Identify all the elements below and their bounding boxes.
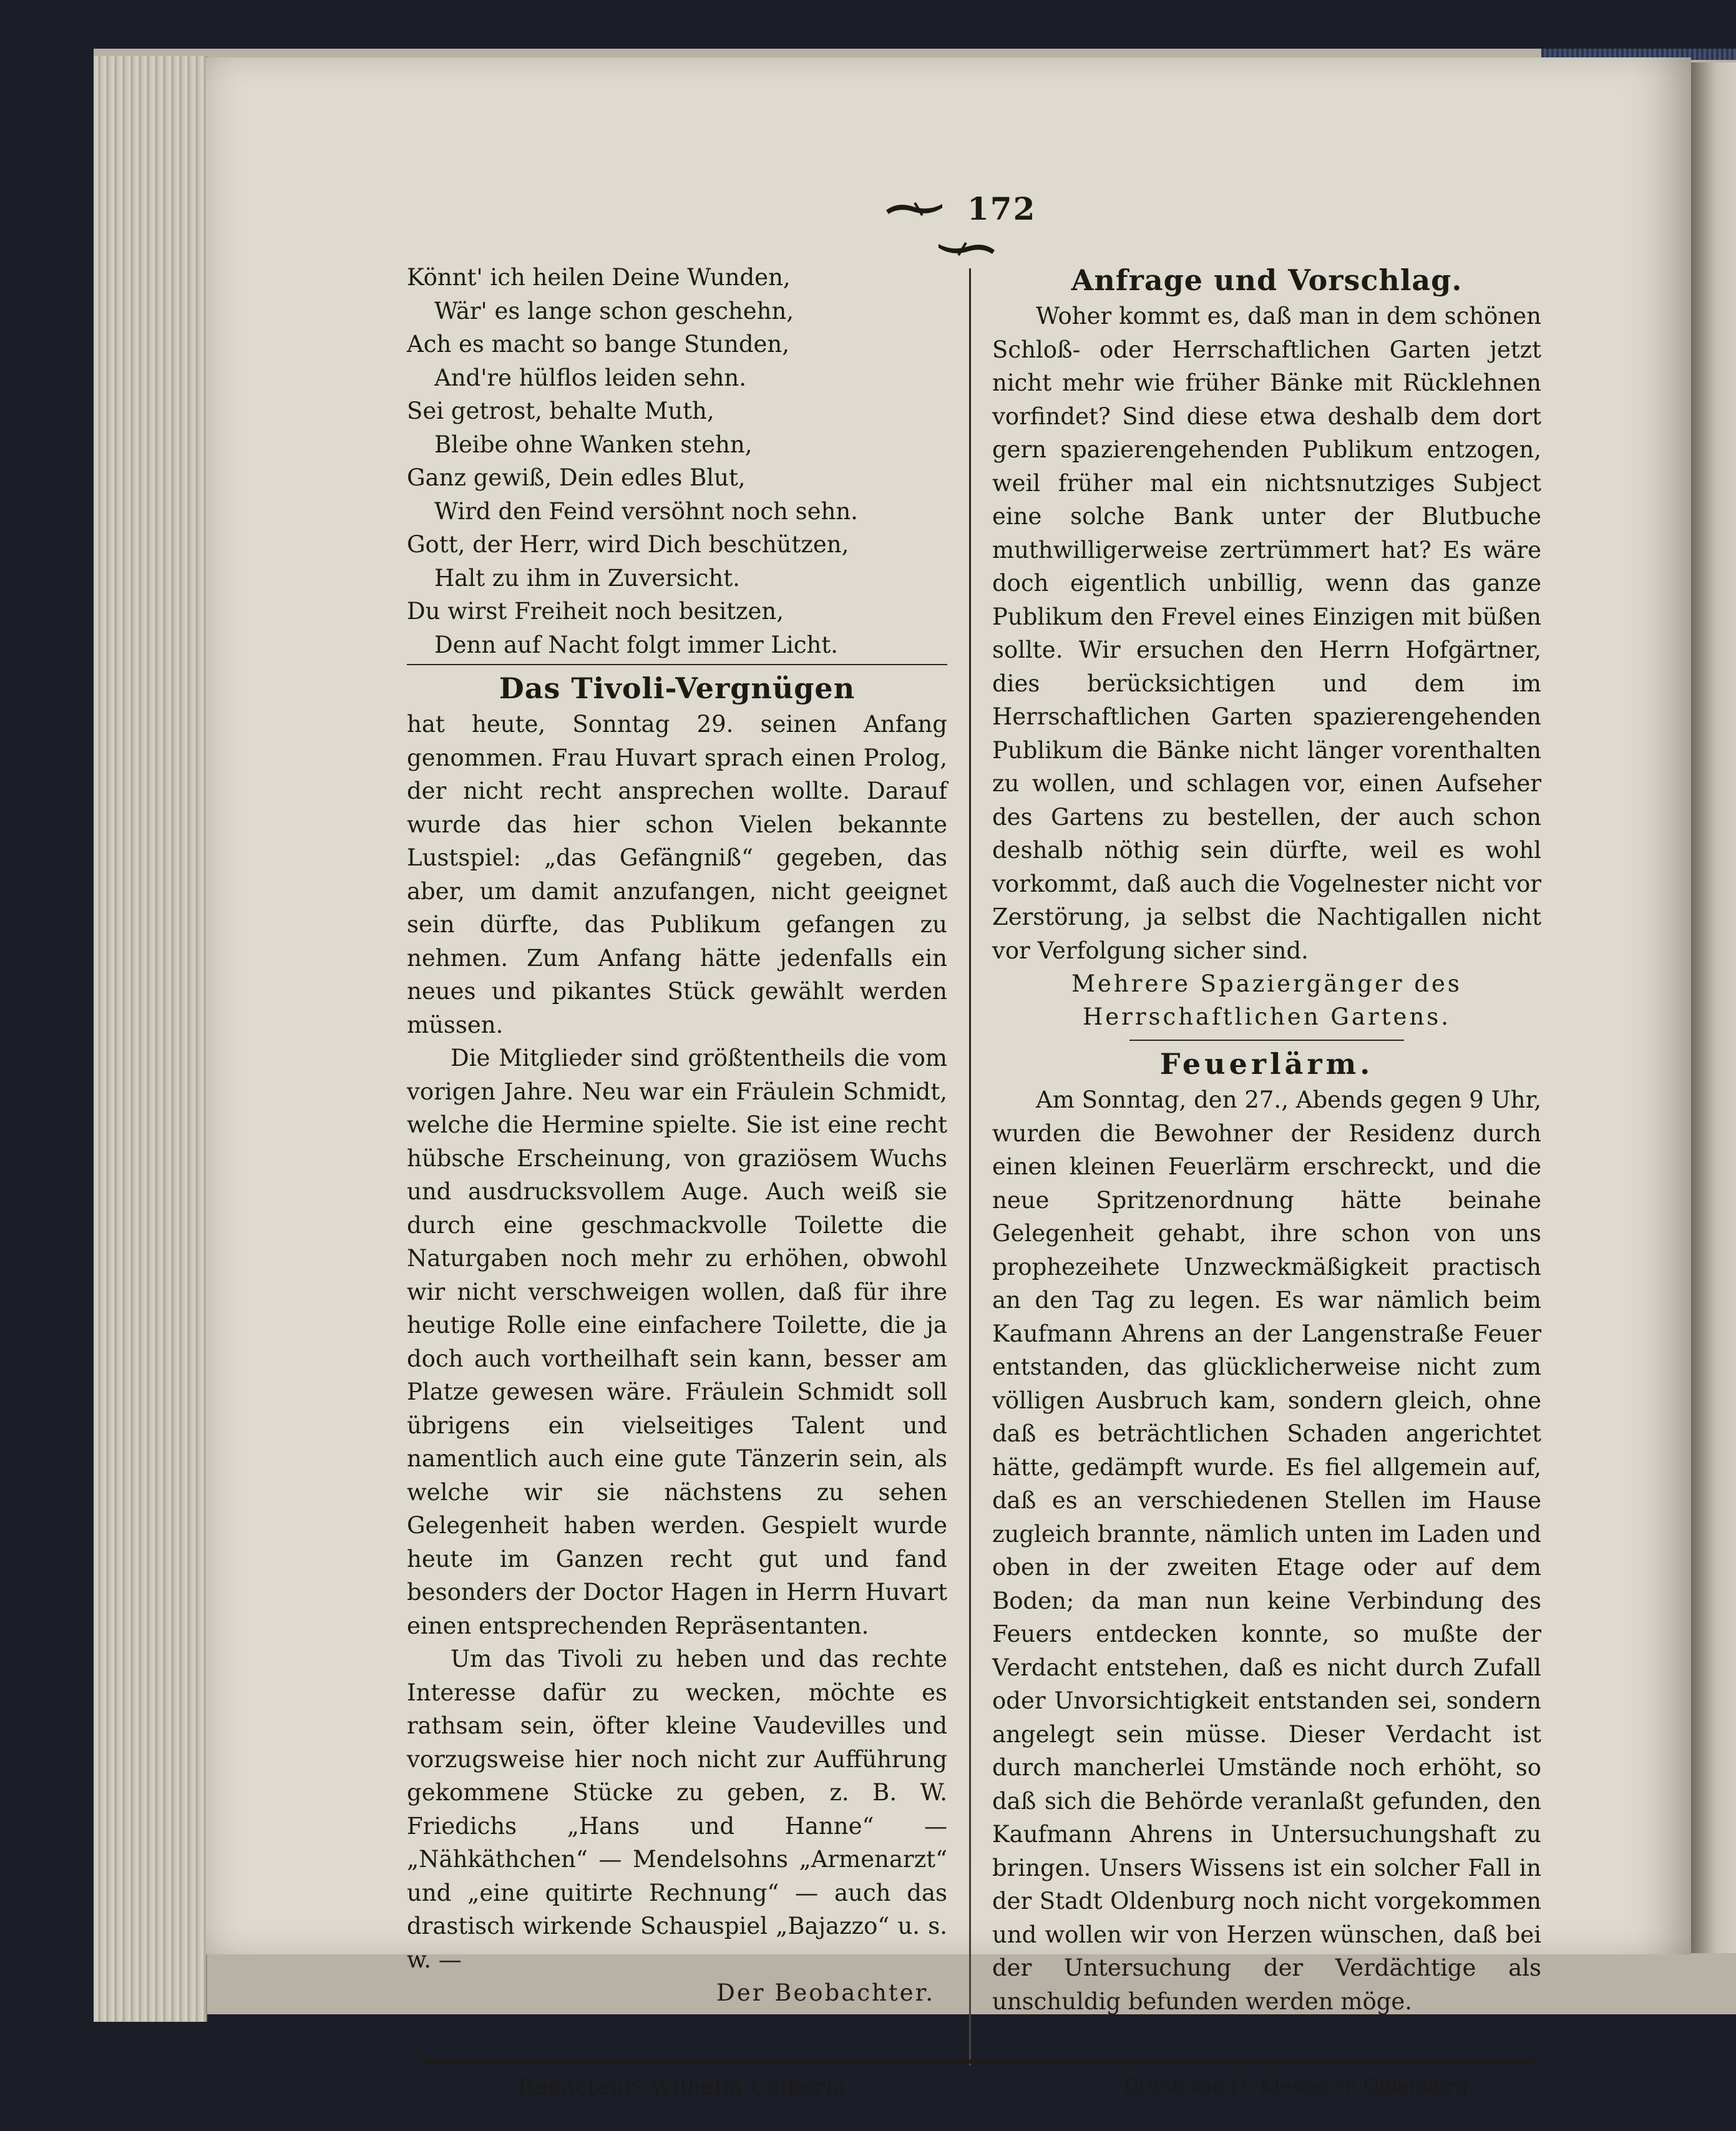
tivoli-paragraph-3: Um das Tivoli zu heben und das rechte Interesse dafür zu wecken, möchte es rathsam sein, öfter kleine Vaudevilles und vorzugsweise hier noch nicht zur Aufführung gekommene Stücke zu geben, z. B. W. Friedichs „Hans und Hanne“ — „Nähkäthchen“ — Mendelsohns „Armenarzt“ und „eine quitirte Rechnung“ — auch das drastisch wirkende Schauspiel „Bajazzo“ u. s. w. —	[407, 1646, 947, 1973]
tivoli-paragraph-1: hat heute, Sonntag 29. seinen Anfang genommen. Frau Huvart sprach einen Prolog, der nicht recht ansprechen wollte. Darauf wurde das hier schon Vielen bekannte Lustspiel: „das Gefängniß“ gegeben, das aber, um damit anzufangen, nicht geeignet sein dürfte, das Publikum gefangen zu nehmen. Zum Anfang hätte jedenfalls ein neues und pikantes Stück gewählt werden müssen.	[407, 711, 947, 1038]
footer-rule	[423, 2059, 1534, 2064]
tivoli-heading: Das Tivoli-Vergnügen	[499, 671, 856, 705]
facing-page-edge	[1691, 62, 1736, 1953]
poem-line: Ganz gewiß, Dein edles Blut,	[407, 464, 746, 491]
column-divider	[969, 268, 971, 2065]
poem-line: Ach es macht so bange Stunden,	[407, 331, 789, 358]
anfrage-signature-line-1: Mehrere Spaziergänger des	[1071, 970, 1462, 997]
page-header	[854, 187, 1078, 237]
section-rule	[407, 664, 947, 665]
anfrage-heading: Anfrage und Vorschlag.	[1071, 263, 1463, 297]
anfrage-signature-line-2: Herrschaftlichen Gartens.	[1082, 1003, 1451, 1030]
poem-stanza	[407, 528, 947, 661]
page-number: 172	[967, 190, 1036, 227]
section-rule	[1129, 1040, 1404, 1041]
feuer-paragraph: Am Sonntag, den 27., Abends gegen 9 Uhr, wurden die Bewohner der Residenz durch einen kleinen Feuerlärm erschreckt, und die neue Spritzenordnung hätte beinahe Gelegenheit gehabt, ihre schon von uns prophezeihete Unzweckmäßigkeit practisch an den Tag zu legen. Es war nämlich beim Kaufmann Ahrens an der Langenstraße Feuer entstanden, das glücklicherweise nicht zum völligen Ausbruch kam, sondern gleich, ohne daß es beträchtlichen Schaden angerichtet hätte, gedämpft wurde. Es fiel allgemein auf, daß es an verschiedenen Stellen im Hause zugleich brannte, nämlich unten im Laden und oben in der zweiten Etage oder auf dem Boden; da man nun keine Verbindung des Feuers entdecken konnte, so mußte der Verdacht entstehen, daß es nicht durch Zufall oder Unvorsichtigkeit entstanden sei, sondern angelegt sein müsse. Dieser Verdacht ist durch mancherlei Umstände noch erhöht, so daß sich die Behörde veranlaßt gefunden, den Kaufmann Ahrens in Untersuchungshaft zu bringen. Unsers Wissens ist ein solcher Fall in der Stadt Oldenburg noch nicht vorgekommen und wollen wir von Herzen wünschen, daß bei der Untersuchung der Verdächtige als unschuldig befunden werden möge.	[992, 1086, 1541, 2015]
ornament-left-icon	[885, 198, 944, 219]
left-column	[407, 261, 947, 2010]
poem-line: Wär' es lange schon geschehn,	[434, 297, 794, 324]
page-edges	[94, 56, 207, 2022]
poem-line: Bleibe ohne Wanken stehn,	[434, 431, 753, 458]
poem-stanza	[407, 261, 947, 394]
right-column	[992, 261, 1541, 2018]
poem-line: Sei getrost, behalte Muth,	[407, 397, 714, 424]
footer-printer: Druck von H. Klesser in Oldenburg.	[1123, 2075, 1475, 2097]
tivoli-signature: Der Beobachter.	[716, 1979, 935, 2006]
footer-editor: Redacteur: Wilhelm Calberla.	[518, 2075, 854, 2100]
poem-line: And're hülflos leiden sehn.	[434, 364, 746, 391]
poem-stanza	[407, 394, 947, 528]
poem-line: Du wirst Freiheit noch besitzen,	[407, 598, 784, 625]
feuer-heading: Feuerlärm.	[1159, 1047, 1374, 1081]
poem-line: Wird den Feind versöhnt noch sehn.	[434, 497, 858, 525]
poem	[407, 261, 947, 661]
poem-line: Könnt' ich heilen Deine Wunden,	[407, 264, 791, 291]
tivoli-paragraph-2: Die Mitglieder sind größtentheils die vom vorigen Jahre. Neu war ein Fräulein Schmidt, welche die Hermine spielte. Sie ist eine recht hübsche Erscheinung, von graziösem Wuchs und ausdrucksvollem Auge. Auch weiß sie durch eine geschmackvolle Toilette die Naturgaben noch mehr zu erhöhen, obwohl wir nicht verschweigen wollen, daß für ihre heutige Rolle eine einfachere Toilette, die ja doch auch vortheilhaft sein kann, besser am Platze gewesen wäre. Fräulein Schmidt soll übrigens ein vielseitiges Talent und namentlich auch eine gute Tänzerin sein, als welche wir sie nächstens zu sehen Gelegenheit haben werden. Gespielt wurde heute im Ganzen recht gut und fand besonders der Doctor Hagen in Herrn Huvart einen entsprechenden Repräsentanten.	[407, 1045, 947, 1639]
poem-line: Gott, der Herr, wird Dich beschützen,	[407, 531, 849, 558]
poem-line: Denn auf Nacht folgt immer Licht.	[434, 631, 838, 658]
poem-line: Halt zu ihm in Zuversicht.	[434, 564, 740, 592]
anfrage-paragraph: Woher kommt es, daß man in dem schönen Schloß- oder Herrschaftlichen Garten jetzt nicht mehr wie früher Bänke mit Rücklehnen vorfindet? Sind diese etwa deshalb dem dort gern spazierengehenden Publikum entzogen, weil früher mal ein nichtsnutziges Subject eine solche Bank unter der Blutbuche muthwilligerweise zertrümmert hat? Es wäre doch eigentlich unbillig, wenn das ganze Publikum den Frevel eines Einzigen mit büßen sollte. Wir ersuchen den Herrn Hofgärtner, dies berücksichtigen und dem im Herrschaftlichen Garten spazierengehenden Publikum die Bänke nicht länger vorenthalten zu wollen, und schlagen vor, einen Aufseher des Gartens zu bestellen, der auch schon deshalb nöthig sein dürfte, weil es wohl vorkommt, daß auch die Vogelnester nicht vor Zerstörung, ja selbst die Nachtigallen nicht vor Verfolgung sicher sind.	[992, 303, 1541, 964]
ornament-right-icon	[937, 238, 996, 259]
